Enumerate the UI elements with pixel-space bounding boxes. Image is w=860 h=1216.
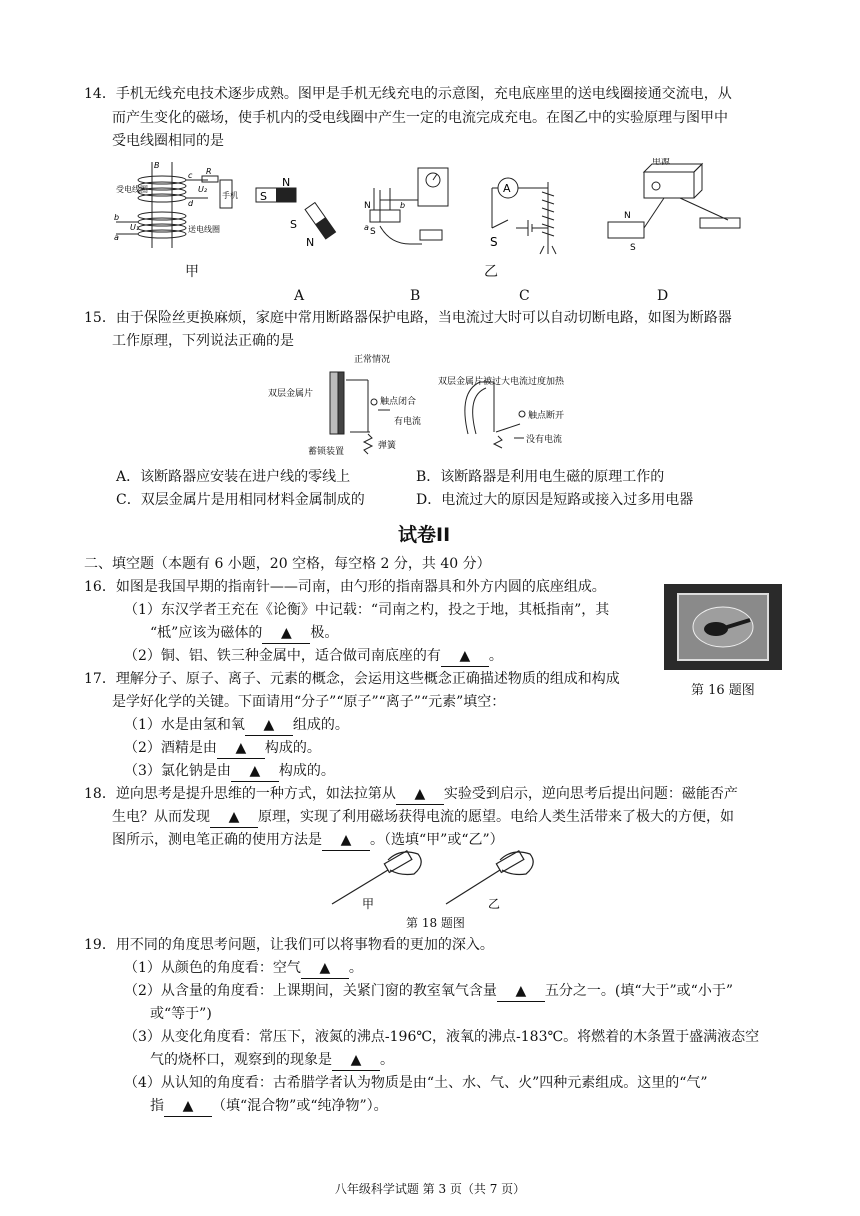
q14-option-a: A: [294, 288, 305, 304]
q18-label-yi: 乙: [488, 897, 501, 910]
q17-s3-text: （3）氯化钠是由: [124, 763, 231, 779]
label-heated: 双层金属片被过大电流过度加热: [438, 377, 565, 387]
label-c: c: [188, 171, 193, 180]
label-has-current: 有电流: [394, 417, 422, 427]
q19-s4-line1: （4）从认知的角度看：古希腊学者认为物质是由“土、水、气、火”四种元素组成。这里的“气”: [124, 1075, 708, 1091]
label-b-b: b: [400, 201, 406, 210]
label-bimetal: 双层金属片: [268, 389, 314, 399]
q15-option-c: C．双层金属片是用相同材料金属制成的: [116, 492, 365, 508]
q19-blank-4[interactable]: ▲: [164, 1096, 212, 1117]
q18-l2-text: 生电？从而发现: [112, 809, 210, 825]
q15-option-b: B．该断路器是利用电生磁的原理工作的: [416, 469, 665, 485]
q14-option-b: B: [410, 288, 421, 304]
figure-a-magnets: [252, 176, 342, 248]
q15-option-d: D．电流过大的原因是短路或接入过多用电器: [416, 492, 694, 508]
q18-blank-3[interactable]: ▲: [322, 830, 370, 851]
q18-l3-text: 图所示，测电笔正确的使用方法是: [112, 832, 322, 848]
label-S-d: S: [630, 243, 636, 252]
q17-line2: 是学好化学的关键。下面请用“分子”“原子”“离子”“元素”填空：: [112, 694, 506, 710]
q14-line3: 受电线圈相同的是: [112, 133, 224, 149]
q18-line1: [84, 784, 738, 805]
label-contact-open: 触点断开: [528, 411, 565, 421]
q18-l1-text: 18．逆向思考是提升思维的一种方式，如法拉第从: [84, 786, 396, 802]
label-no-current: 没有电流: [526, 435, 563, 445]
figure-q15-circuit-breaker: [258, 352, 618, 460]
q17-s1-end: 组成的。: [292, 717, 349, 733]
label-switch-S: S: [490, 235, 498, 249]
label-normal: 正常情况: [354, 355, 391, 365]
label-U2: U₂: [198, 185, 208, 194]
q17-s3-end: 构成的。: [278, 763, 335, 779]
label-receive-coil: 受电线圈: [116, 185, 148, 194]
q19-s2-end: 五分之一。(填“大于”或“小于”: [544, 983, 733, 999]
label-S: S: [260, 190, 267, 203]
q19-s3-text: 气的烧杯口，观察到的现象是: [150, 1052, 332, 1068]
q19-s4-text: 指: [150, 1098, 164, 1114]
q16-sub1b: [150, 623, 338, 644]
label-ammeter: A: [503, 182, 511, 195]
q14-line1: 14．手机无线充电技术逐步成熟。图甲是手机无线充电的示意图，充电底座里的送电线圈接通交流电，从: [84, 86, 732, 102]
q19-s3-line1: （3）从变化角度看：常压下，液氮的沸点-196℃，液氧的沸点-183℃。将燃着的木条置于盛满液态空: [124, 1029, 760, 1045]
label-spring: 弹簧: [378, 441, 397, 451]
q19-s1-text: （1）从颜色的角度看：空气: [124, 960, 301, 976]
q16-sub2-end: 。: [488, 648, 503, 664]
figure-q18-test-pens: [326, 848, 542, 910]
q19-s3-end: 。: [380, 1052, 394, 1068]
q16-line1: 16．如图是我国早期的指南针——司南，由勺形的指南器具和外方内圆的底座组成。: [84, 579, 606, 595]
q16-blank-2[interactable]: ▲: [441, 646, 489, 667]
q19-s1-end: 。: [348, 960, 363, 976]
q16-blank-1[interactable]: ▲: [262, 623, 310, 644]
q18-l1-end: 实验受到启示，逆向思考后提出问题：磁能否产: [443, 786, 738, 802]
paper-2-title: 试卷II: [398, 524, 451, 546]
figure-d-motor: [604, 158, 754, 252]
q15-option-a: A．该断路器应安装在进户线的零线上: [116, 469, 351, 485]
q18-blank-2[interactable]: ▲: [210, 807, 258, 828]
q19-blank-2[interactable]: ▲: [497, 981, 545, 1002]
figure-yi-label: 乙: [484, 264, 498, 280]
q16-caption: 第 16 题图: [691, 683, 755, 698]
q17-blank-1[interactable]: ▲: [245, 715, 293, 736]
q19-s4-line2: [150, 1096, 388, 1117]
q17-line1: 17．理解分子、原子、离子、元素的概念，会运用这些概念正确描述物质的组成和构成: [84, 671, 620, 687]
q19-s2: [124, 981, 733, 1002]
figure-c-electromagnet: [486, 172, 576, 256]
label-N-d: N: [624, 211, 631, 221]
q17-s1: [124, 715, 349, 736]
q19-blank-3[interactable]: ▲: [332, 1050, 380, 1071]
q14-line2: 而产生变化的磁场，使手机内的受电线圈中产生一定的电流完成充电。在图乙中的实验原理与图甲中: [112, 110, 728, 126]
label-B: B: [154, 161, 160, 170]
q15-line2: 工作原理，下列说法正确的是: [112, 333, 294, 349]
q17-s2-end: 构成的。: [264, 740, 321, 756]
q19-s4-end: （填“混合物”或“纯净物”）。: [212, 1098, 388, 1114]
q18-label-jia: 甲: [362, 897, 375, 910]
label-N2: N: [306, 236, 315, 248]
label-N: N: [282, 176, 291, 189]
q18-caption: 第 18 题图: [406, 916, 465, 930]
q17-s2: [124, 738, 321, 759]
q18-blank-1[interactable]: ▲: [396, 784, 444, 805]
q18-l2-end: 原理，实现了利用磁场获得电流的愿望。电给人类生活带来了极大的方便，如: [258, 809, 734, 825]
section-2-heading: 二、填空题（本题有 6 小题，20 空格，每空格 2 分，共 40 分）: [84, 556, 491, 572]
label-send-coil: 送电线圈: [188, 225, 220, 234]
q16-sub2-text: （2）铜、铝、铁三种金属中，适合做司南底座的有: [124, 648, 441, 664]
label-contact-closed: 触点闭合: [380, 397, 417, 407]
q18-line2: [112, 807, 734, 828]
q17-s1-text: （1）水是由氢和氧: [124, 717, 245, 733]
label-S-b: S: [370, 227, 376, 237]
label-power: 电源: [652, 158, 671, 167]
q19-s2-text: （2）从含量的角度看：上课期间，关紧门窗的教室氧气含量: [124, 983, 497, 999]
q14-option-d: D: [657, 288, 669, 304]
q19-line1: 19．用不同的角度思考问题，让我们可以将事物看的更加的深入。: [84, 937, 494, 953]
q17-blank-3[interactable]: ▲: [231, 761, 279, 782]
q16-sub1a: （1）东汉学者王充在《论衡》中记载：“司南之杓，投之于地，其柢指南”，其: [124, 602, 610, 618]
label-b: b: [114, 213, 120, 222]
figure-jia-wireless-charging: [112, 158, 242, 256]
figure-b-generator: [360, 160, 460, 252]
label-a: a: [114, 233, 119, 242]
q17-s2-text: （2）酒精是由: [124, 740, 217, 756]
label-phone: 手机: [222, 191, 238, 200]
q17-blank-2[interactable]: ▲: [217, 738, 265, 759]
q16-photo-sinan: [664, 584, 782, 670]
q15-line1: 15．由于保险丝更换麻烦，家庭中常用断路器保护电路，当电流过大时可以自动切断电路，如图为断路器: [84, 310, 732, 326]
q19-s3-line2: [150, 1050, 394, 1071]
label-S2: S: [290, 218, 297, 231]
q18-l3-end: 。（选填“甲”或“乙”）: [370, 832, 504, 848]
label-R: R: [206, 167, 212, 176]
label-lock: 蓄锁装置: [308, 447, 345, 457]
q16-sub2: [124, 646, 503, 667]
label-N-b: N: [364, 201, 371, 211]
label-a-b: a: [364, 223, 369, 232]
q16-sub1b-end: 极。: [310, 625, 339, 641]
q19-blank-1[interactable]: ▲: [301, 958, 349, 979]
q17-s3: [124, 761, 335, 782]
q19-s2-line2: 或“等于”): [150, 1006, 212, 1022]
figure-jia-label: 甲: [185, 264, 199, 280]
q16-sub1b-text: “柢”应该为磁体的: [150, 625, 263, 641]
q19-s1: [124, 958, 363, 979]
label-U1: U₁: [130, 223, 140, 232]
q14-option-c: C: [519, 288, 530, 304]
page-footer: 八年级科学试题 第 3 页（共 7 页）: [334, 1182, 526, 1196]
label-d: d: [188, 199, 194, 208]
